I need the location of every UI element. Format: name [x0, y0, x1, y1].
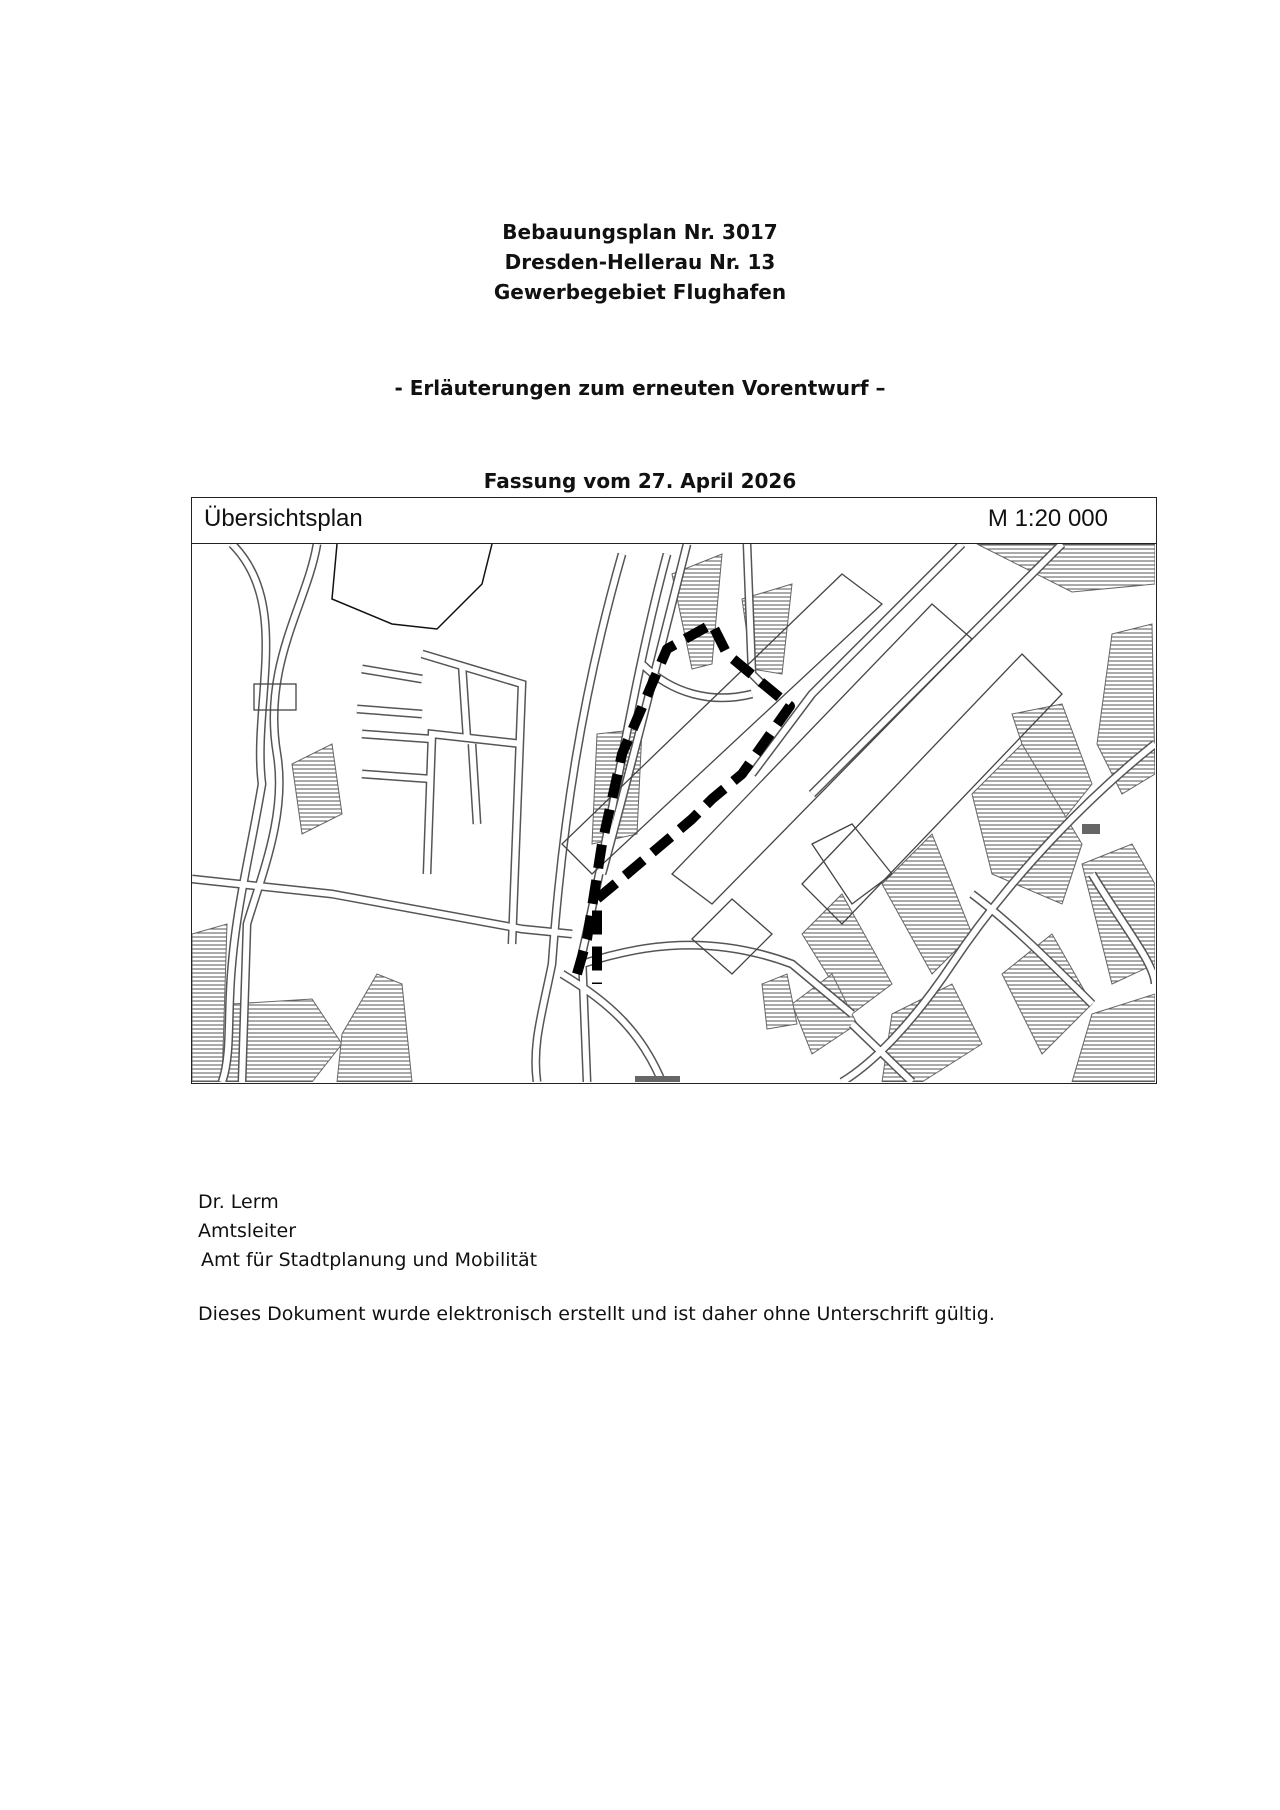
map-header — [192, 498, 1156, 544]
map-title: Übersichtsplan — [204, 505, 363, 532]
document-title — [0, 217, 1280, 307]
built-up-areas — [192, 544, 1155, 1082]
signatory-name: Dr. Lerm — [198, 1191, 279, 1213]
title-line-area: Gewerbegebiet Flughafen — [493, 280, 787, 304]
district-boundary — [332, 544, 492, 629]
map-graphic — [192, 544, 1155, 1082]
building-marker — [1082, 824, 1100, 834]
map-drawing — [192, 544, 1155, 1082]
signatory-office: Amt für Stadtplanung und Mobilität — [201, 1249, 538, 1271]
title-line-plan-number: Bebauungsplan Nr. 3017 — [502, 220, 778, 244]
overview-map — [191, 497, 1157, 1084]
signature-block — [198, 1188, 537, 1275]
electronic-signature-notice: Dieses Dokument wurde elektronisch erstellt und ist daher ohne Unterschrift gültig. — [198, 1303, 995, 1325]
document-subtitle: - Erläuterungen zum erneuten Vorentwurf – — [394, 376, 886, 400]
signatory-position: Amtsleiter — [198, 1220, 297, 1242]
document-version: Fassung vom 27. April 2026 — [483, 469, 797, 493]
map-scale: M 1:20 000 — [987, 505, 1108, 532]
title-line-district: Dresden-Hellerau Nr. 13 — [504, 250, 776, 274]
building-marker — [635, 1076, 680, 1082]
